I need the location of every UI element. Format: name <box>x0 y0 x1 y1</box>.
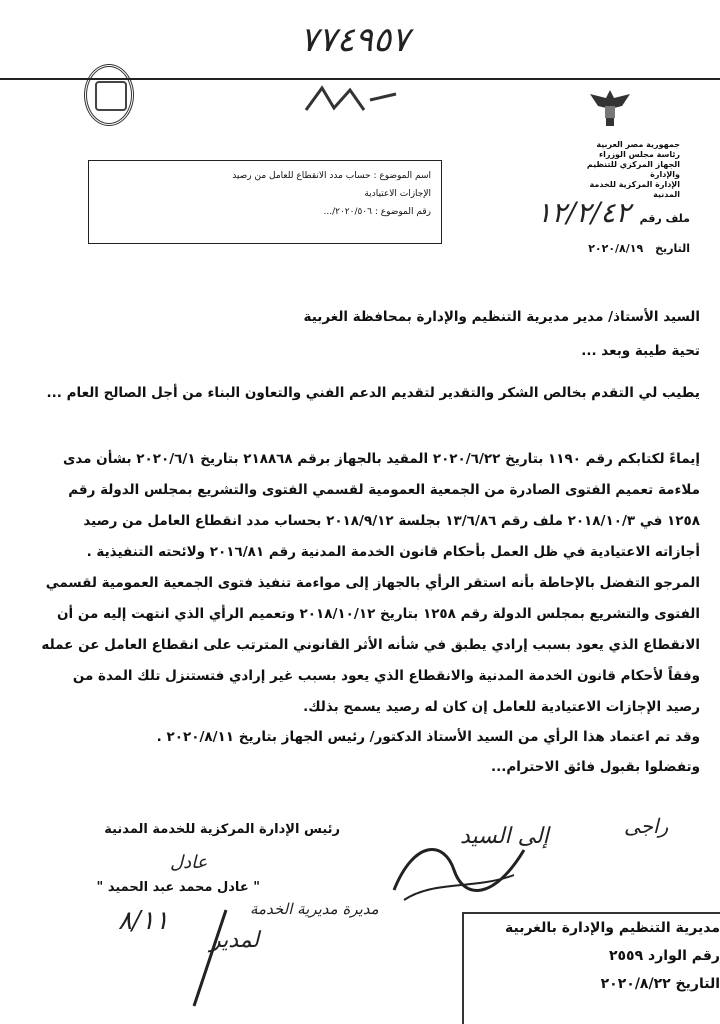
signature-title: رئيس الإدارة المركزية للخدمة المدنية <box>104 822 340 837</box>
gov-line: الجهاز المركزي للتنظيم والإدارة <box>586 160 680 179</box>
date-row <box>500 242 690 255</box>
paragraph-3: المرجو التفضل بالإحاطة بأنه استقر الرأي بالجهاز إلى مواءمة تنفيذ فتوى الجمعية العمومية لقسمي الفتوى والتشريع بمجلس الدولة رقم ١٢٥٨ بتاريخ ٢٠١٨/١٠/١٢ وتعميم الرأي الذي انتهت إليه من أن الانقطاع الذي يعود بسبب إرادي يطبق في شأنه الأثر القانوني المترتب على انقطاع العامل عن عمله وفقاً لأحكام قانون الخدمة المدنية والانقطاع الذي يعود بسبب غير إرادي فتستنزل تلك المدة من رصيد الإجازات الاعتيادية للعامل إن كان له رصيد يسمح بذلك. <box>41 575 700 715</box>
closing-line: وتفضلوا بقبول فائق الاحترام... <box>490 759 700 775</box>
handwritten-note: مديرة مديرية الخدمة <box>250 900 379 918</box>
signature-date-handwritten: ٨/١١ <box>118 906 169 936</box>
recipient-line: السيد الأستاذ/ مدير مديرية التنظيم والإدارة بمحافظة الغربية <box>303 309 700 325</box>
paragraph-2: إيماءً لكتابكم رقم ١١٩٠ بتاريخ ٢٠٢٠/٦/٢٢ المقيد بالجهاز برقم ٢١٨٨٦٨ بتاريخ ٢٠٢٠/٦/١ بشأن مدى ملاءمة تعميم الفتوى الصادرة من الجمعية العمومية لقسمي الفتوى والتشريع بمجلس الدولة رقم ١٢٥٨ في ٢٠١٨/١٠/٣ ملف رقم ١٣/٦/٨٦ بجلسة ٢٠١٨/٩/١٢ بحساب مدد انقطاع العامل من رصيد أجازاته الاعتيادية في ظل العمل بأحكام قانون الخدمة المدنية رقم ٢٠١٦/٨١ ولائحته التنفيذية . <box>62 451 700 560</box>
subject-line: الإجازات الاعتيادية <box>364 189 431 199</box>
signature-handwritten: عادل <box>170 852 208 873</box>
paragraph-4: وقد تم اعتماد هذا الرأي من السيد الأستاذ الدكتور/ رئيس الجهاز بتاريخ ٢٠٢٠/٨/١١ . <box>156 729 700 745</box>
handwritten-note: إلى السيد <box>460 824 549 849</box>
handwritten-note: لمدير <box>210 928 260 953</box>
eagle-emblem-icon <box>584 86 636 132</box>
gov-line: رئاسة مجلس الوزراء <box>599 150 680 159</box>
handwritten-scribble <box>300 80 400 116</box>
subject-line: اسم الموضوع : حساب مدد الانقطاع للعامل من رصيد <box>232 171 431 181</box>
header-rule <box>0 78 720 80</box>
date-label: التاريخ <box>655 242 690 255</box>
gov-line: جمهورية مصر العربية <box>596 140 680 149</box>
handwritten-scribble <box>384 830 534 910</box>
stamp-line: مديرية التنظيم والإدارة بالغربية <box>505 920 720 936</box>
subject-box <box>88 160 442 244</box>
round-seal-stamp <box>84 64 134 126</box>
subject-line: رقم الموضوع : ٢٠٢٠/٥٠٦/... <box>323 207 431 217</box>
greeting-line: تحية طيبة وبعد ... <box>581 343 700 359</box>
government-letterhead <box>560 140 680 200</box>
signatory-name: " عادل محمد عبد الحميد " <box>96 880 260 895</box>
paragraph-1: يطيب لي التقدم بخالص الشكر والتقدير لتقديم الدعم الفني والتعاون البناء من أجل الصالح العام ... <box>46 385 700 401</box>
stamp-line: التاريخ ٢٠٢٠/٨/٢٢ <box>600 976 720 992</box>
gov-line: الإدارة المركزية للخدمة المدنية <box>589 180 680 199</box>
file-number-row <box>440 196 690 236</box>
handwritten-slash <box>176 906 246 1016</box>
top-handwritten-number: ٧٧٤٩٥٧ <box>300 20 410 60</box>
incoming-stamp <box>462 912 720 1024</box>
stamp-line: رقم الوارد ٢٥٥٩ <box>608 948 720 964</box>
file-number-handwritten: ١٢/٢/٤٢ <box>536 196 631 229</box>
file-label: ملف رقم <box>639 212 690 225</box>
date-value: ٢٠٢٠/٨/١٩ <box>588 242 644 255</box>
handwritten-note: راجى <box>624 814 669 838</box>
